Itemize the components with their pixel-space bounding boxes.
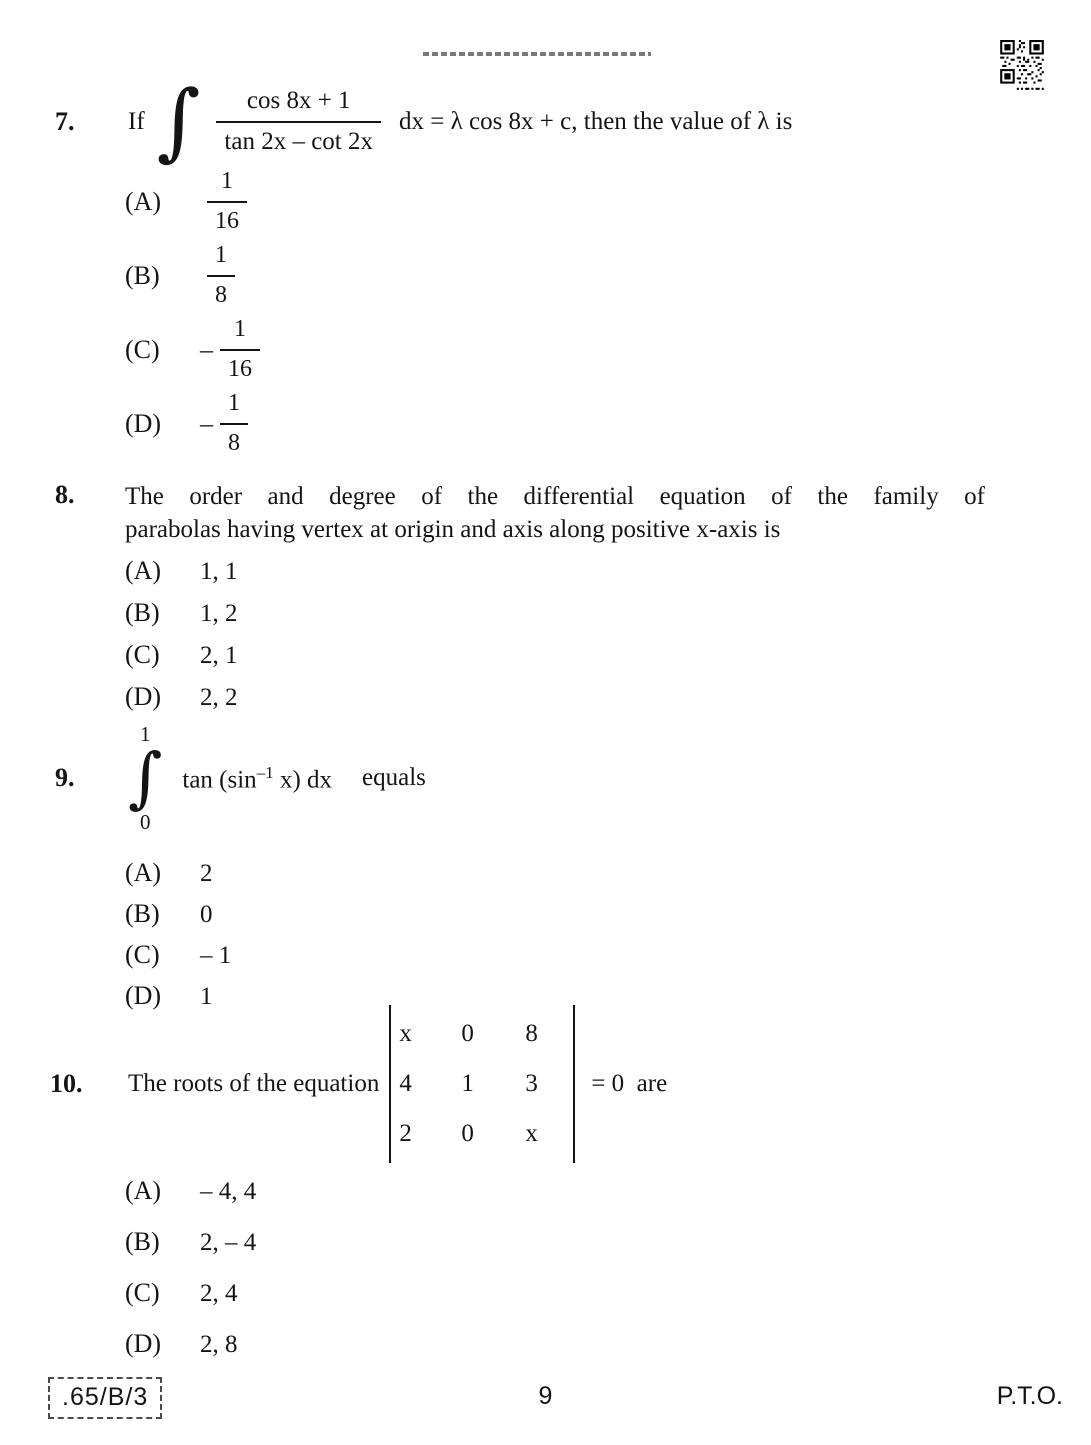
matrix-cell: x [399, 1020, 412, 1047]
lower-limit: 0 [139, 809, 151, 834]
question-8-text [125, 480, 985, 546]
option-row [125, 942, 231, 969]
option-label: (B) [125, 598, 160, 627]
option-row [125, 316, 260, 382]
qr-code [1000, 40, 1044, 96]
option-value: – 1 [200, 942, 232, 969]
option-row [125, 1331, 256, 1358]
fraction-numerator: 1 [220, 316, 260, 351]
option-row [125, 684, 238, 711]
question-10-prefix: The roots of the equation [128, 1070, 380, 1097]
header-microtext-line [423, 52, 651, 56]
option-row [125, 242, 260, 308]
option-value: 1, 1 [200, 558, 238, 585]
fraction-denominator: 16 [228, 356, 252, 382]
option-label: (B) [125, 899, 160, 928]
option-row [125, 390, 260, 456]
determinant-matrix [389, 1005, 575, 1163]
matrix-cell: 3 [525, 1070, 538, 1097]
option-row [125, 1229, 256, 1256]
question-8-line1: The order and degree of the differential equation of the family of [125, 483, 985, 510]
upper-limit: 1 [139, 722, 151, 746]
question-7-prefix: If [128, 107, 145, 135]
question-10-options [125, 1178, 256, 1382]
question-8-options [125, 558, 238, 726]
matrix-cell: 0 [461, 1120, 474, 1147]
option-row [125, 168, 260, 234]
expression-post: x) dx [273, 766, 333, 793]
option-value: 0 [200, 901, 213, 928]
option-label: (C) [125, 335, 160, 364]
fraction-denominator: tan 2x – cot 2x [224, 127, 374, 155]
option-label: (D) [125, 1329, 162, 1358]
question-10-number: 10. [50, 1069, 83, 1098]
fraction-denominator: 8 [228, 430, 240, 456]
integral-sign: ∫ [128, 739, 163, 816]
fraction-denominator: 8 [215, 282, 227, 308]
option-value: 2, 2 [200, 684, 238, 711]
fraction-numerator: cos 8x + 1 [216, 87, 381, 123]
question-9-number: 9. [55, 763, 75, 793]
definite-integral [128, 722, 162, 835]
question-7-options [125, 168, 260, 469]
option-label: (D) [125, 409, 162, 438]
option-row [125, 600, 238, 627]
option-value: 2 [200, 860, 213, 887]
expression-pre: tan (sin [182, 766, 257, 793]
question-9-equals-word: equals [362, 764, 426, 792]
option-label: (C) [125, 640, 160, 669]
matrix-cell: 2 [399, 1120, 412, 1147]
option-label: (A) [125, 858, 162, 887]
option-row [125, 558, 238, 585]
matrix-cell: 1 [461, 1070, 474, 1097]
question-7 [55, 72, 793, 170]
pto-label: P.T.O. [996, 1382, 1063, 1410]
question-8-number: 8. [55, 480, 75, 509]
option-fraction [220, 390, 248, 457]
question-10-suffix: = 0 are [591, 1070, 668, 1097]
matrix-cell: 4 [399, 1070, 412, 1097]
question-9-options [125, 860, 231, 1024]
option-label: (D) [125, 682, 162, 711]
fraction-denominator: 16 [215, 208, 239, 234]
option-value: 2, 4 [200, 1280, 238, 1307]
option-row [125, 901, 231, 928]
option-row [125, 1280, 256, 1307]
option-label: (C) [125, 1278, 160, 1307]
option-label: (D) [125, 981, 162, 1010]
option-label: (B) [125, 1227, 160, 1256]
option-value: 1, 2 [200, 600, 238, 627]
question-7-number: 7. [55, 106, 75, 136]
question-9 [55, 722, 426, 835]
option-value: – 4, 4 [200, 1178, 257, 1205]
option-label: (B) [125, 261, 160, 290]
matrix-cell: 0 [461, 1020, 474, 1047]
option-row [125, 642, 238, 669]
option-value: 2, – 4 [200, 1229, 257, 1256]
fraction-numerator: 1 [220, 390, 248, 425]
page-number: 9 [538, 1382, 553, 1410]
option-fraction [207, 242, 235, 309]
paper-code-badge: .65/B/3 [48, 1377, 162, 1419]
option-sign: – [200, 335, 213, 364]
option-fraction [207, 168, 247, 235]
option-value: 1 [200, 983, 213, 1010]
integral-sign: ∫ [156, 72, 201, 170]
question-10 [50, 1005, 667, 1163]
option-label: (A) [125, 1176, 162, 1205]
option-sign: – [200, 409, 213, 438]
option-value: 2, 8 [200, 1331, 238, 1358]
question-7-suffix: dx = λ cos 8x + c, then the value of λ is [399, 107, 793, 135]
matrix-cell: 8 [525, 1020, 538, 1047]
option-row [125, 860, 231, 887]
matrix-cell: x [525, 1120, 538, 1147]
option-row [125, 1178, 256, 1205]
option-label: (C) [125, 940, 160, 969]
question-9-expression [182, 763, 332, 794]
question-8 [55, 480, 985, 546]
fraction-numerator: 1 [207, 242, 235, 277]
option-label: (A) [125, 187, 162, 216]
question-8-line2: parabolas having vertex at origin and axis along positive x-axis is [125, 516, 781, 543]
question-7-fraction [216, 87, 381, 157]
option-fraction [220, 316, 260, 383]
option-value: 2, 1 [200, 642, 238, 669]
option-label: (A) [125, 556, 162, 585]
fraction-numerator: 1 [207, 168, 247, 203]
expression-sup: –1 [256, 762, 274, 782]
